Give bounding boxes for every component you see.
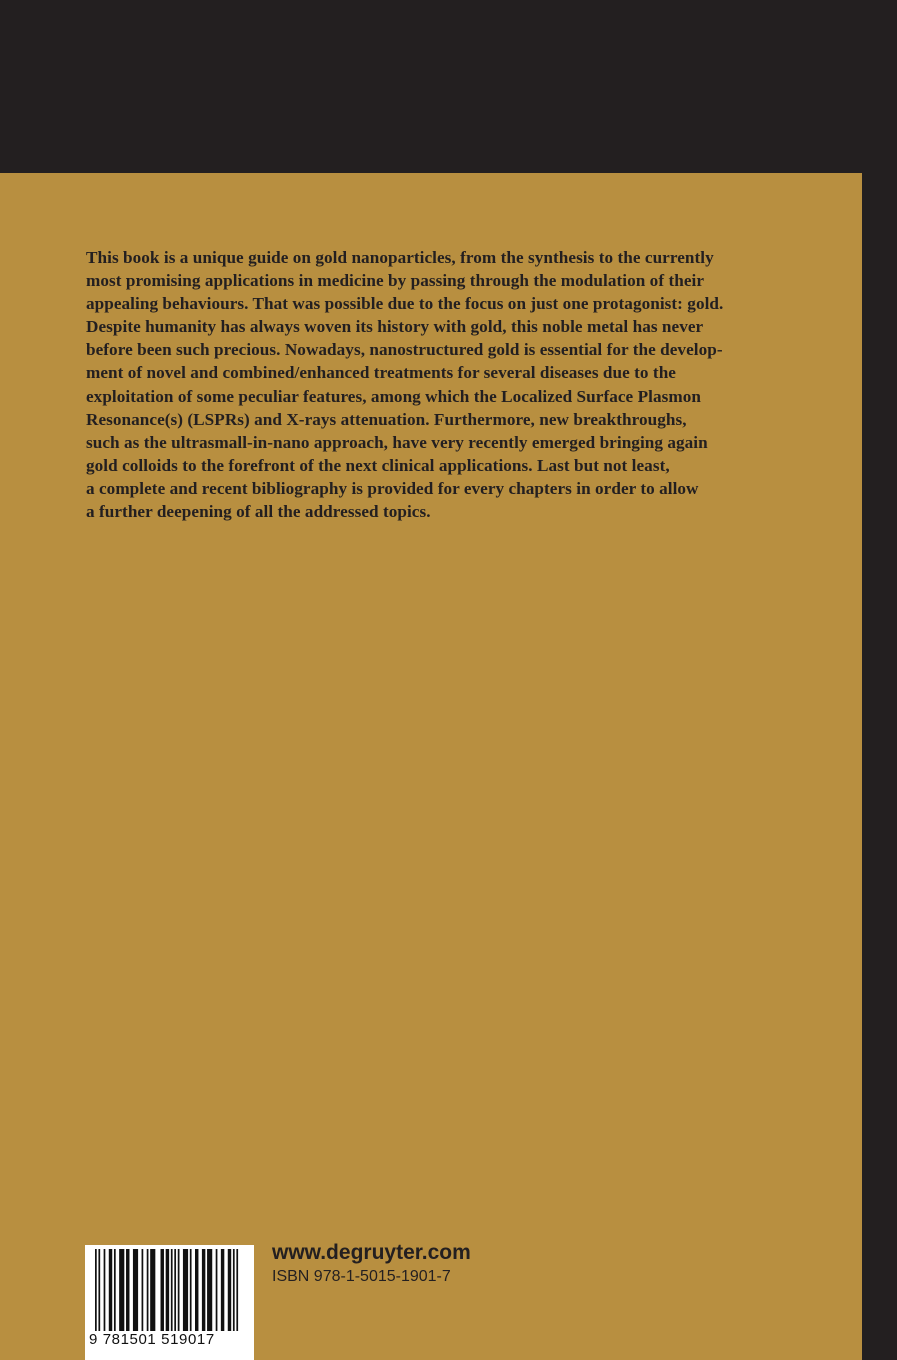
barcode-bar [104,1249,106,1331]
barcode-bar [119,1249,124,1331]
barcode-bar [150,1249,155,1331]
blurb-line: gold colloids to the forefront of the next clinical applications. Last but not least, [86,455,670,475]
barcode-bar [126,1249,129,1331]
blurb-line: appealing behaviours. That was possible due to the focus on just one protagonist: gold. [86,294,724,314]
blurb-text [86,246,786,523]
publisher-url[interactable]: www.degruyter.com [272,1241,471,1264]
barcode-bar [109,1249,112,1331]
barcode-bar [216,1249,218,1331]
right-spine-strip [862,0,897,1360]
barcode-bar [142,1249,144,1331]
blurb-line: a complete and recent bibliography is provided for every chapters in order to allow [86,478,699,498]
barcode-bar [190,1249,192,1331]
barcode-digits: 9 781501 519017 [89,1331,215,1348]
barcode-bar [207,1249,212,1331]
barcode-bar [171,1249,173,1331]
barcode-bar [166,1249,169,1331]
blurb-line: most promising applications in medicine by passing through the modulation of their [86,271,705,291]
barcode-bar [228,1249,231,1331]
isbn-number: ISBN 978-1-5015-1901-7 [272,1268,451,1285]
blurb-line: Resonance(s) (LSPRs) and X-rays attenuation. Furthermore, new breakthroughs, [86,409,687,429]
barcode-bar [98,1249,100,1331]
blurb-line: Despite humanity has always woven its history with gold, this noble metal has never [86,317,704,337]
blurb-line: This book is a unique guide on gold nanoparticles, from the synthesis to the currently [86,248,714,267]
blurb-line: ment of novel and combined/enhanced treatments for several diseases due to the [86,363,676,383]
barcode-bar [233,1249,235,1331]
blurb-line: exploitation of some peculiar features, among which the Localized Surface Plasmon [86,386,701,406]
top-dark-band [0,0,897,173]
barcode-bar [178,1249,180,1331]
blurb-line: a further deepening of all the addressed topics. [86,502,431,522]
barcode-bar [114,1249,116,1331]
barcode-bar [195,1249,198,1331]
barcode-bar [202,1249,205,1331]
barcode-bar [161,1249,164,1331]
barcode-bar [95,1249,97,1331]
blurb-line: before been such precious. Nowadays, nanostructured gold is essential for the develop- [86,340,723,360]
barcode-bars [95,1249,245,1333]
barcode-bar [147,1249,149,1331]
isbn-barcode [85,1245,254,1360]
barcode-bar [174,1249,176,1331]
barcode-bar [236,1249,238,1331]
barcode-bar [133,1249,138,1331]
barcode-bar [183,1249,188,1331]
blurb-line: such as the ultrasmall-in-nano approach, have very recently emerged bringing again [86,432,708,452]
barcode-bar [221,1249,224,1331]
